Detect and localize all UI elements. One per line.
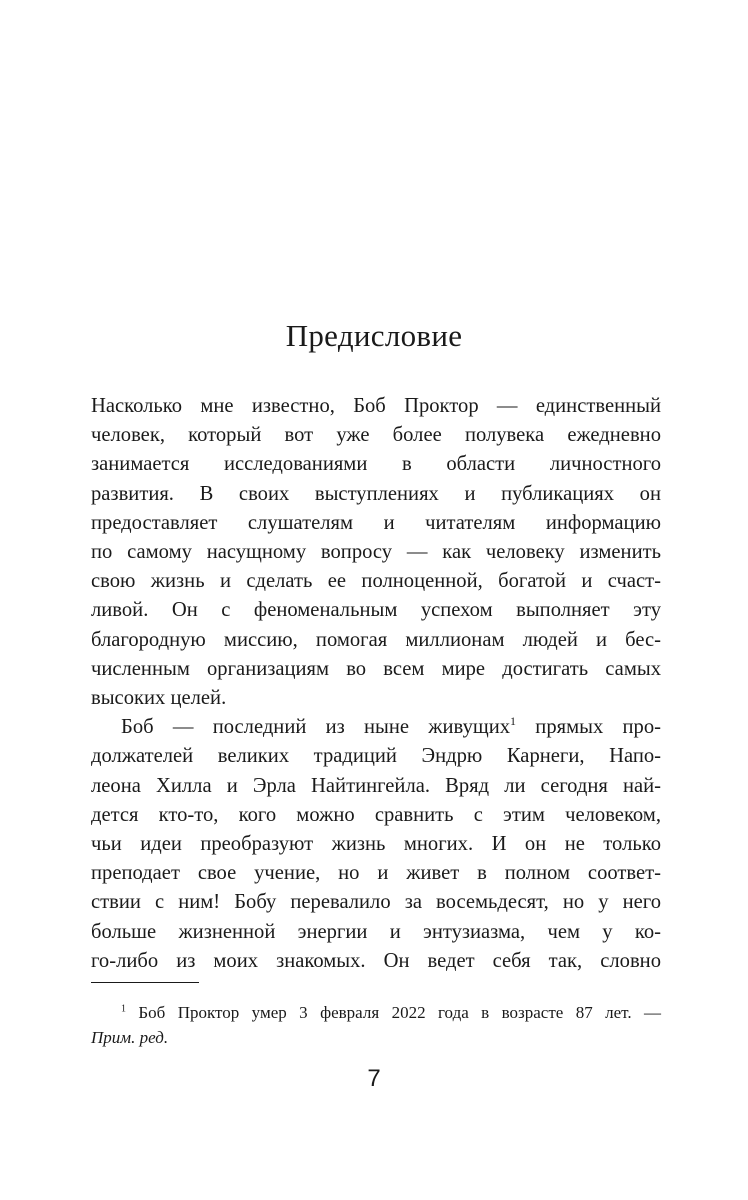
footnote <box>91 1000 661 1050</box>
text-line: ливой. Он с феноменальным успехом выполняет эту <box>91 599 661 622</box>
text-line: больше жизненной энергии и энтузиазма, чем у ко- <box>91 920 661 943</box>
footnote-line <box>91 1000 661 1025</box>
footnote-text: Боб Проктор умер 3 февраля 2022 года в возрасте 87 лет. — <box>126 1003 661 1022</box>
text-line: преподает свое учение, но и живет в полном соответ- <box>91 862 661 885</box>
text-line: леона Хилла и Эрла Найтингейла. Вряд ли сегодня най- <box>91 774 661 797</box>
text-line: развития. В своих выступлениях и публикациях он <box>91 482 661 505</box>
footnote-marker: 1 <box>121 1003 126 1015</box>
text-line: чьи идеи преобразуют жизнь многих. И он не только <box>91 833 661 856</box>
text-line: по самому насущному вопросу — как человеку изменить <box>91 541 661 564</box>
footnote-separator <box>91 982 199 983</box>
text-line: благородную миссию, помогая миллионам людей и бес- <box>91 628 661 651</box>
text-line: численным организациям во всем мире достигать самых <box>91 657 661 680</box>
text-line: ствии с ним! Бобу перевалило за восемьдесят, но у него <box>91 891 661 914</box>
page-number: 7 <box>367 1065 381 1092</box>
text-line: свою жизнь и сделать ее полноценной, богатой и счаст- <box>91 570 661 593</box>
chapter-title: Предисловие <box>285 318 463 353</box>
paragraph-1 <box>91 392 661 713</box>
text-line: предоставляет слушателям и читателям информацию <box>91 511 661 534</box>
text-line: го-либо из моих знакомых. Он ведет себя так, словно <box>91 949 661 972</box>
text-line <box>91 713 661 742</box>
text-line: Насколько мне известно, Боб Проктор — единственный <box>91 395 661 417</box>
footnote-reference[interactable]: 1 <box>510 714 517 729</box>
body-text <box>91 392 661 976</box>
text-line: человек, который вот уже более полувека ежедневно <box>91 424 661 447</box>
text-line: дется кто-то, кого можно сравнить с этим человеком, <box>91 803 661 826</box>
footnote-editor-note: Прим. ред. <box>91 1028 169 1047</box>
text-fragment: Боб — последний из ныне живущих <box>121 716 511 739</box>
text-line: высоких целей. <box>91 687 227 710</box>
text-line: должателей великих традиций Эндрю Карнеги, Напо- <box>91 745 661 768</box>
paragraph-2 <box>91 713 661 976</box>
text-fragment: прямых про- <box>516 716 661 739</box>
text-line: занимается исследованиями в области личностного <box>91 453 661 476</box>
